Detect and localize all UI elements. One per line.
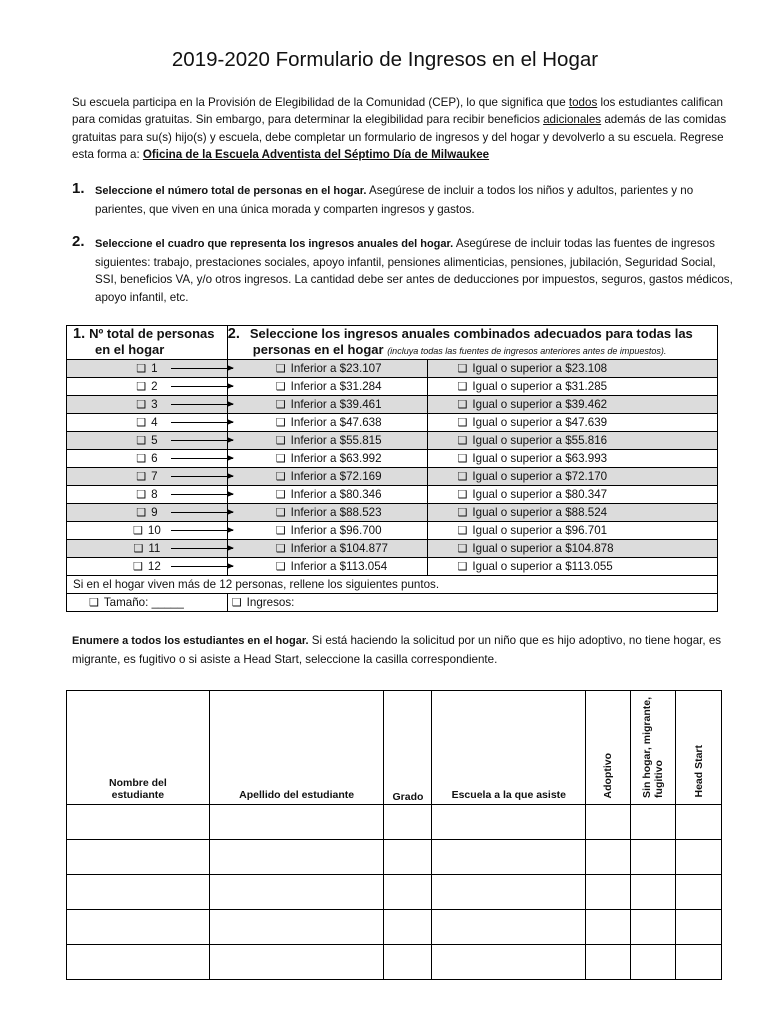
income-above-option[interactable]: ❑ Igual o superior a $113.055 (427, 558, 717, 576)
income-below-option[interactable]: ❑ Inferior a $55.815 (227, 432, 427, 450)
student-cell[interactable] (209, 875, 384, 910)
household-size-option[interactable]: ❑ 4 (67, 414, 228, 432)
income-above-option[interactable]: ❑ Igual o superior a $55.816 (427, 432, 717, 450)
arrow-icon (171, 422, 233, 423)
student-cell[interactable] (586, 875, 631, 910)
checkbox-icon[interactable]: ❑ (457, 488, 468, 501)
student-cell[interactable] (432, 805, 586, 840)
income-row (67, 414, 718, 432)
student-cell[interactable] (586, 805, 631, 840)
col-head-start: Head Start (676, 691, 722, 805)
page-title: 2019-2020 Formulario de Ingresos en el Hogar (171, 48, 599, 71)
income-header: 2. Seleccione los ingresos anuales combinados adecuados para todas las personas en el hogar (incluya todas las fuentes de ingresos anteriores antes de impuestos). (227, 326, 717, 360)
student-cell[interactable] (384, 840, 432, 875)
household-size-option[interactable]: ❑ 8 (67, 486, 228, 504)
income-row (67, 360, 718, 378)
household-size-option[interactable]: ❑ 7 (67, 468, 228, 486)
checkbox-icon[interactable]: ❑ (136, 434, 147, 447)
checkbox-icon[interactable]: ❑ (275, 560, 286, 573)
checkbox-icon[interactable]: ❑ (275, 470, 286, 483)
checkbox-icon[interactable]: ❑ (275, 362, 286, 375)
student-cell[interactable] (209, 910, 384, 945)
student-cell[interactable] (384, 945, 432, 980)
student-cell[interactable] (209, 945, 384, 980)
household-size-option[interactable]: ❑ 10 (67, 522, 228, 540)
student-cell[interactable] (67, 945, 210, 980)
income-below-option[interactable]: ❑ Inferior a $23.107 (227, 360, 427, 378)
income-below-option[interactable]: ❑ Inferior a $96.700 (227, 522, 427, 540)
income-below-option[interactable]: ❑ Inferior a $72.169 (227, 468, 427, 486)
income-below-option[interactable]: ❑ Inferior a $39.461 (227, 396, 427, 414)
checkbox-icon[interactable]: ❑ (275, 506, 286, 519)
checkbox-icon[interactable]: ❑ (457, 560, 468, 573)
income-row (67, 450, 718, 468)
student-cell[interactable] (631, 910, 676, 945)
checkbox-icon[interactable]: ❑ (275, 524, 286, 537)
intro-paragraph: Su escuela participa en la Provisión de Elegibilidad de la Comunidad (CEP), lo que significa que todos los estudiantes califican para comidas gratuitas. Sin embargo, para determinar la elegibilidad para recibir beneficios adicionales además de las comidas gratuitas para su(s) hijo(s) y escuela, debe completar un formulario de ingresos y del hogar y devolverlo a su escuela. Regrese esta forma a: Oficina de la Escuela Adventista del Séptimo Día de Milwaukee (72, 96, 727, 162)
income-row (67, 522, 718, 540)
household-size-option[interactable]: ❑ 6 (67, 450, 228, 468)
student-cell[interactable] (67, 910, 210, 945)
income-row (67, 432, 718, 450)
student-cell[interactable] (432, 840, 586, 875)
arrow-icon (171, 476, 233, 477)
household-size-option[interactable]: ❑ 11 (67, 540, 228, 558)
more-than-12-note: Si en el hogar viven más de 12 personas, rellene los siguientes puntos. (67, 576, 718, 594)
question-1: 1. Seleccione el número total de personas en el hogar. Asegúrese de incluir a todos los niños y adultos, parientes y no parientes, que viven en una única morada y comparten ingresos y gastos. (72, 180, 694, 216)
col-foster: Adoptivo (586, 691, 631, 805)
student-cell[interactable] (631, 875, 676, 910)
checkbox-icon[interactable]: ❑ (275, 434, 286, 447)
household-size-option[interactable]: ❑ 1 (67, 360, 228, 378)
student-cell[interactable] (586, 945, 631, 980)
income-row (67, 378, 718, 396)
student-cell[interactable] (432, 875, 586, 910)
household-size-option[interactable]: ❑ 3 (67, 396, 228, 414)
checkbox-icon[interactable]: ❑ (275, 416, 286, 429)
student-row (67, 910, 722, 945)
income-above-option[interactable]: ❑ Igual o superior a $96.701 (427, 522, 717, 540)
student-cell[interactable] (676, 805, 722, 840)
checkbox-icon[interactable]: ❑ (457, 524, 468, 537)
checkbox-icon: ❑ (231, 596, 242, 609)
checkbox-icon: ❑ (89, 596, 99, 609)
arrow-icon (171, 458, 233, 459)
checkbox-icon[interactable]: ❑ (136, 470, 147, 483)
student-cell[interactable] (67, 840, 210, 875)
student-cell[interactable] (209, 840, 384, 875)
checkbox-icon[interactable]: ❑ (136, 398, 147, 411)
income-above-option[interactable]: ❑ Igual o superior a $47.639 (427, 414, 717, 432)
income-row (67, 396, 718, 414)
household-size-header: 1. Nº total de personas en el hogar (67, 326, 228, 360)
checkbox-icon[interactable]: ❑ (457, 506, 468, 519)
checkbox-icon[interactable]: ❑ (136, 380, 147, 393)
student-cell[interactable] (676, 840, 722, 875)
income-below-option[interactable]: ❑ Inferior a $80.346 (227, 486, 427, 504)
income-row (67, 468, 718, 486)
student-row (67, 840, 722, 875)
arrow-icon (171, 512, 233, 513)
arrow-icon (171, 404, 233, 405)
income-below-option[interactable]: ❑ Inferior a $88.523 (227, 504, 427, 522)
student-row (67, 945, 722, 980)
student-cell[interactable] (631, 805, 676, 840)
student-cell[interactable] (631, 945, 676, 980)
checkbox-icon[interactable]: ❑ (133, 560, 143, 573)
income-below-option[interactable]: ❑ Inferior a $47.638 (227, 414, 427, 432)
student-cell[interactable] (384, 910, 432, 945)
income-above-option[interactable]: ❑ Igual o superior a $88.524 (427, 504, 717, 522)
household-size-option[interactable]: ❑ 2 (67, 378, 228, 396)
checkbox-icon[interactable]: ❑ (457, 452, 468, 465)
income-above-option[interactable]: ❑ Igual o superior a $80.347 (427, 486, 717, 504)
students-instructions: Enumere a todos los estudiantes en el hogar. Si está haciendo la solicitud por un niño que es hijo adoptivo, no tiene hogar, es migrante, es fugitivo o si asiste a Head Start, seleccione la casilla correspondiente. (72, 634, 722, 666)
arrow-icon (171, 440, 233, 441)
student-row (67, 805, 722, 840)
student-cell[interactable] (631, 840, 676, 875)
checkbox-icon[interactable]: ❑ (133, 542, 144, 555)
student-cell[interactable] (586, 840, 631, 875)
student-cell[interactable] (209, 805, 384, 840)
checkbox-icon[interactable]: ❑ (275, 542, 286, 555)
income-above-option[interactable]: ❑ Igual o superior a $39.462 (427, 396, 717, 414)
checkbox-icon[interactable]: ❑ (136, 488, 147, 501)
col-school: Escuela a la que asiste (432, 691, 586, 805)
arrow-icon (171, 368, 233, 369)
income-below-option[interactable]: ❑ Inferior a $113.054 (227, 558, 427, 576)
student-cell[interactable] (676, 910, 722, 945)
size-field[interactable]: ❑ Tamaño: _____ (67, 594, 228, 612)
arrow-icon (171, 566, 233, 567)
arrow-icon (171, 494, 233, 495)
income-above-option[interactable]: ❑ Igual o superior a $23.108 (427, 360, 717, 378)
checkbox-icon[interactable]: ❑ (136, 506, 147, 519)
income-below-option[interactable]: ❑ Inferior a $104.877 (227, 540, 427, 558)
checkbox-icon[interactable]: ❑ (457, 380, 468, 393)
household-size-option[interactable]: ❑ 9 (67, 504, 228, 522)
student-cell[interactable] (432, 910, 586, 945)
checkbox-icon[interactable]: ❑ (457, 362, 468, 375)
income-below-option[interactable]: ❑ Inferior a $31.284 (227, 378, 427, 396)
checkbox-icon[interactable]: ❑ (275, 380, 286, 393)
col-first-name: Nombre del estudiante (67, 691, 210, 805)
checkbox-icon[interactable]: ❑ (136, 362, 147, 375)
checkbox-icon[interactable]: ❑ (275, 398, 286, 411)
income-row (67, 558, 718, 576)
income-above-option[interactable]: ❑ Igual o superior a $31.285 (427, 378, 717, 396)
student-row (67, 875, 722, 910)
checkbox-icon[interactable]: ❑ (133, 524, 143, 537)
income-row (67, 540, 718, 558)
income-below-option[interactable]: ❑ Inferior a $63.992 (227, 450, 427, 468)
arrow-icon (171, 530, 233, 531)
income-field[interactable]: ❑ Ingresos: (227, 594, 717, 612)
checkbox-icon[interactable]: ❑ (275, 452, 286, 465)
col-grade: Grado (384, 691, 432, 805)
checkbox-icon[interactable]: ❑ (457, 434, 468, 447)
checkbox-icon[interactable]: ❑ (136, 452, 147, 465)
student-cell[interactable] (384, 875, 432, 910)
return-office: Oficina de la Escuela Adventista del Séptimo Día de Milwaukee (142, 148, 490, 162)
student-cell[interactable] (67, 875, 210, 910)
question-2: 2. Seleccione el cuadro que representa los ingresos anuales del hogar. Asegúrese de incluir todas las fuentes de ingresos siguientes: trabajo, prestaciones sociales, apoyo infantil, pensiones alimenticias, pensiones, jubilación, Seguridad Social, SSI, beneficios VA, y/o otros ingresos. La cantidad debe ser antes de deducciones por impuestos, seguros, gastos médicos, apoyo infantil, etc. (72, 233, 733, 304)
students-table (66, 690, 722, 980)
income-row (67, 486, 718, 504)
income-above-option[interactable]: ❑ Igual o superior a $104.878 (427, 540, 717, 558)
income-above-option[interactable]: ❑ Igual o superior a $72.170 (427, 468, 717, 486)
income-table (66, 325, 718, 612)
checkbox-icon[interactable]: ❑ (457, 416, 468, 429)
household-size-option[interactable]: ❑ 12 (67, 558, 228, 576)
checkbox-icon[interactable]: ❑ (136, 416, 147, 429)
household-size-option[interactable]: ❑ 5 (67, 432, 228, 450)
arrow-icon (171, 386, 233, 387)
checkbox-icon[interactable]: ❑ (457, 542, 468, 555)
student-cell[interactable] (384, 805, 432, 840)
student-cell[interactable] (67, 805, 210, 840)
income-above-option[interactable]: ❑ Igual o superior a $63.993 (427, 450, 717, 468)
checkbox-icon[interactable]: ❑ (457, 470, 468, 483)
student-cell[interactable] (676, 875, 722, 910)
col-homeless: Sin hogar, migrante, fugitivo (631, 691, 676, 805)
checkbox-icon[interactable]: ❑ (457, 398, 468, 411)
checkbox-icon[interactable]: ❑ (275, 488, 286, 501)
col-last-name: Apellido del estudiante (209, 691, 384, 805)
student-cell[interactable] (432, 945, 586, 980)
income-row (67, 504, 718, 522)
income-table-header (67, 326, 718, 360)
arrow-icon (171, 548, 233, 549)
student-cell[interactable] (676, 945, 722, 980)
student-cell[interactable] (586, 910, 631, 945)
